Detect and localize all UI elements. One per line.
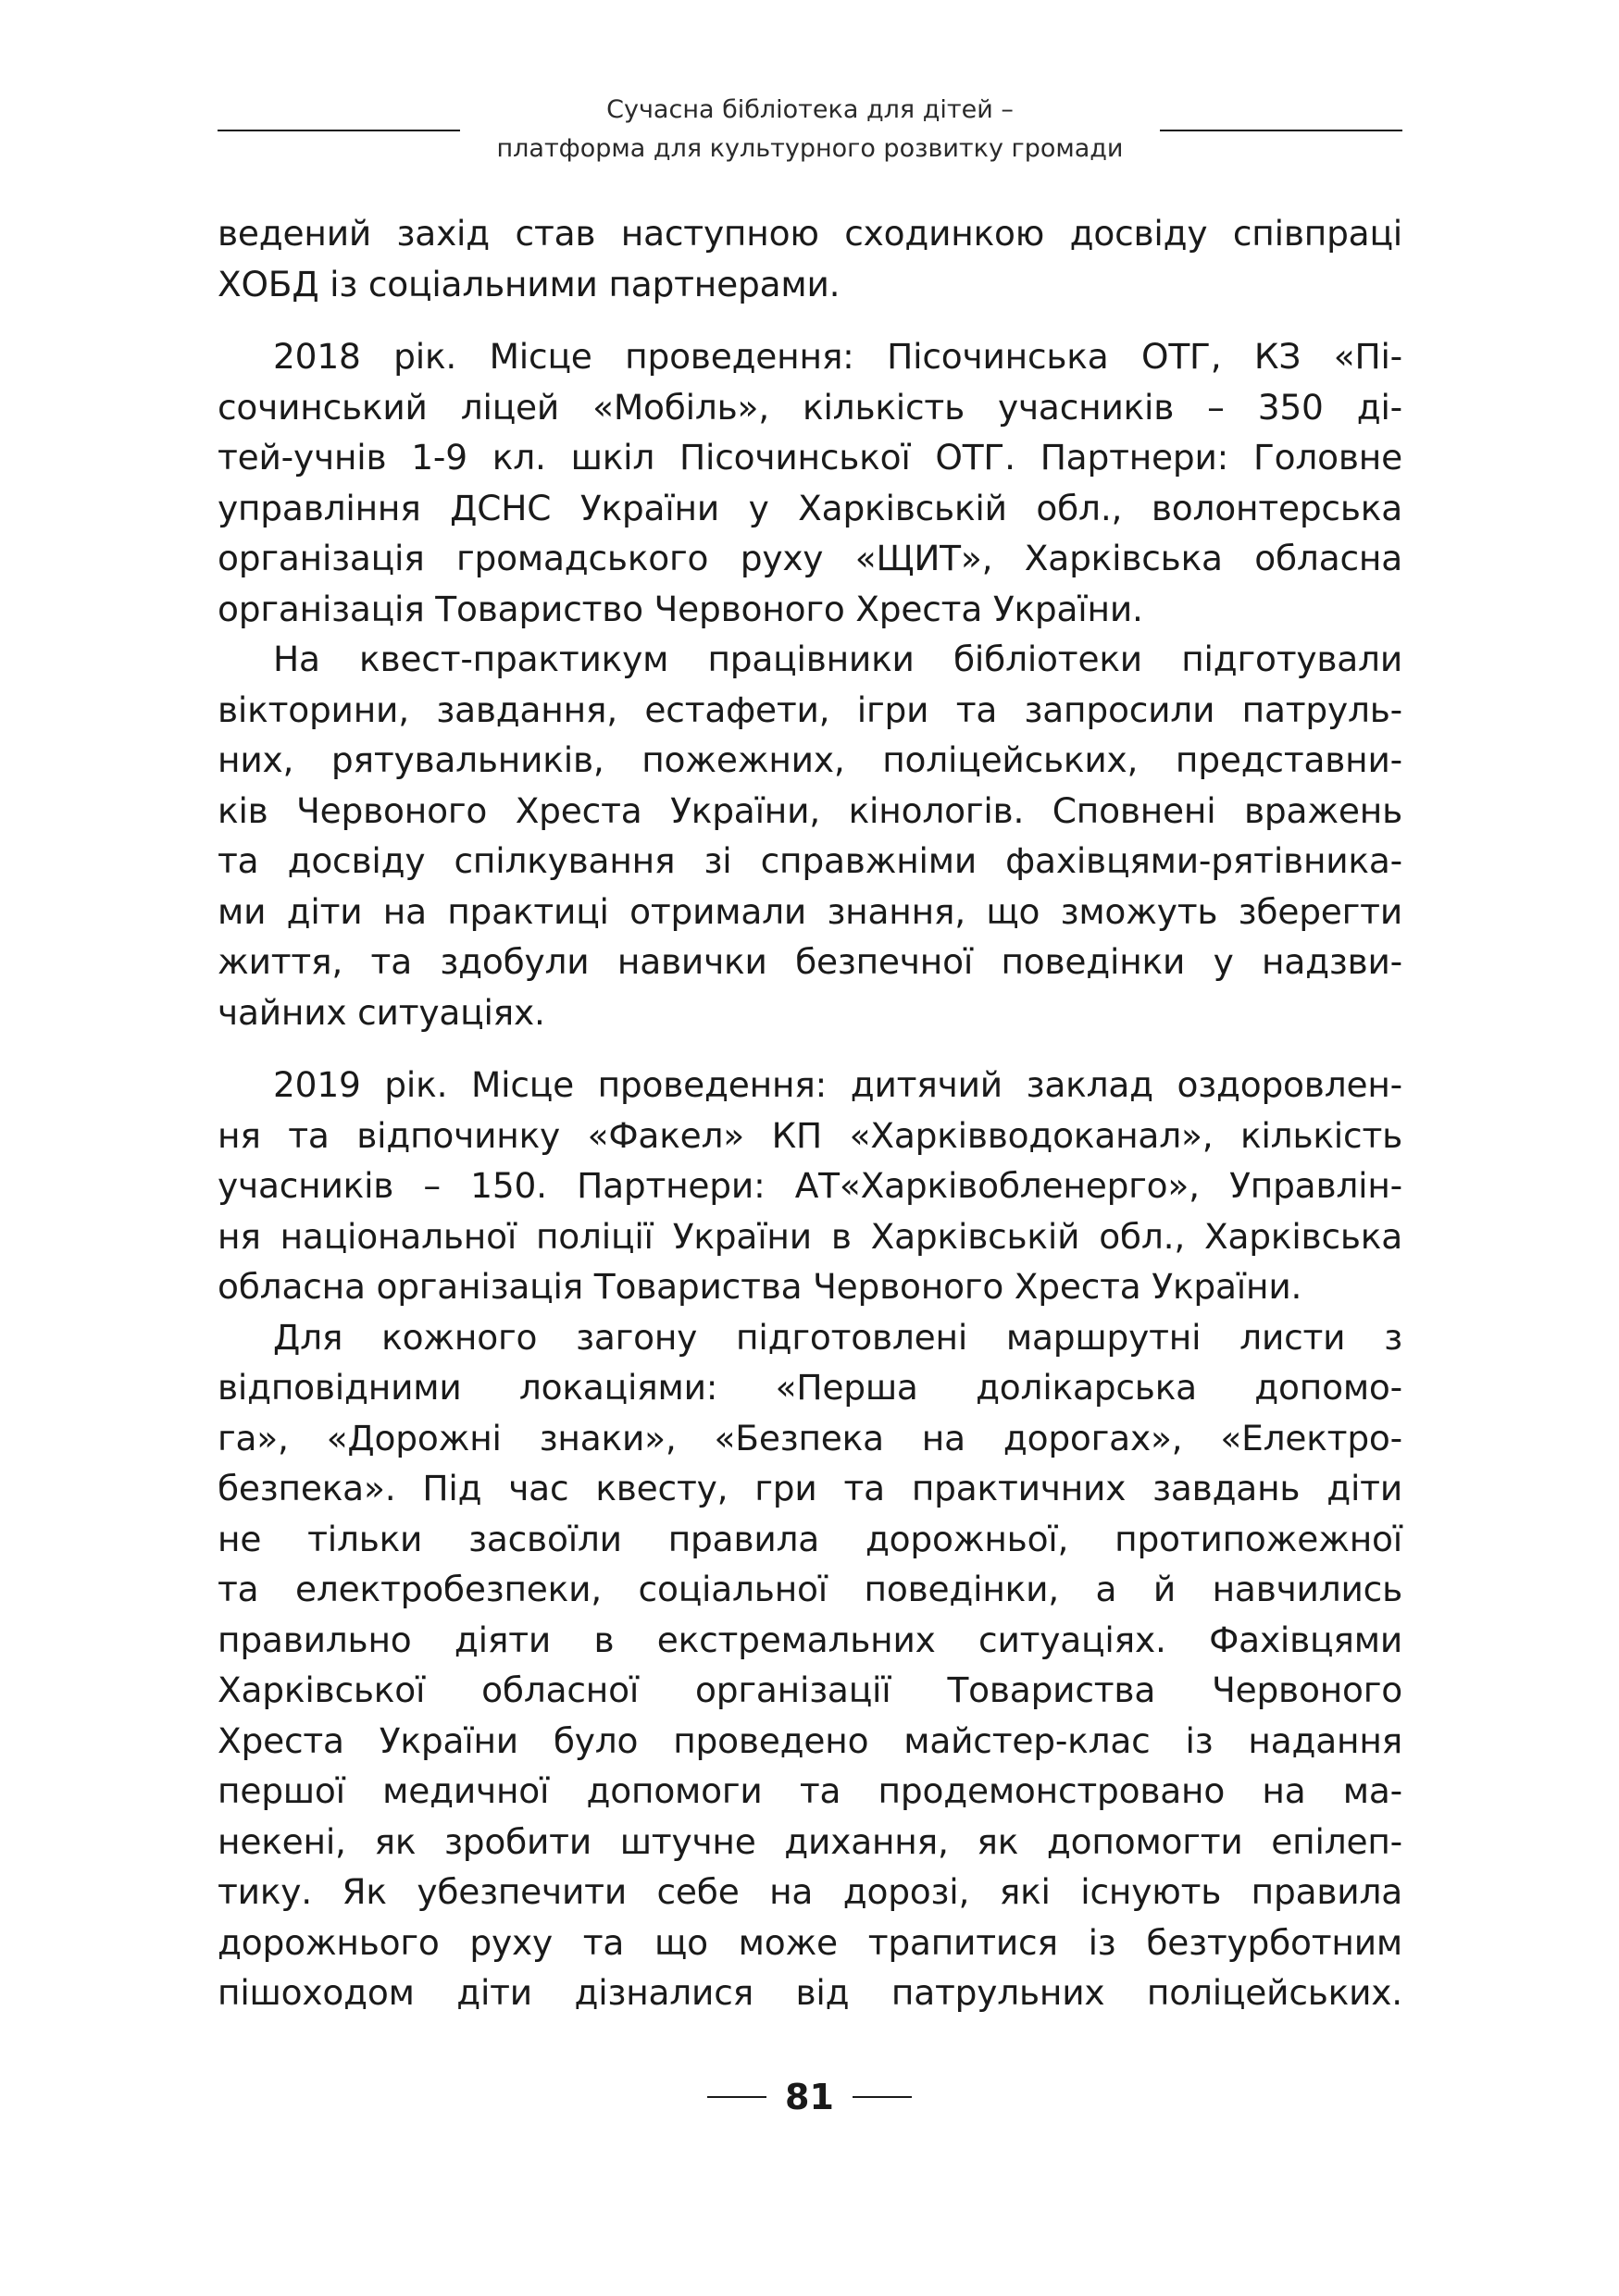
text-line: вікторини, завдання, естафети, ігри та запросили патруль- bbox=[218, 689, 1402, 730]
text-line: тику. Як убезпечити себе на дорозі, які існують правила bbox=[218, 1871, 1402, 1912]
paragraph-2 bbox=[218, 331, 1402, 634]
running-header bbox=[218, 91, 1402, 174]
text-line: ХОБД із соціальними партнерами. bbox=[218, 263, 841, 304]
text-line: Для кожного загону підготовлені маршрутні листи з bbox=[273, 1316, 1402, 1358]
body-text bbox=[218, 208, 1402, 2018]
text-line: життя, та здобули навички безпечної поведінки у надзви- bbox=[218, 941, 1402, 982]
text-line: га», «Дорожні знаки», «Безпека на дорогах», «Електро- bbox=[218, 1417, 1402, 1458]
text-line: некені, як зробити штучне дихання, як допомогти епілеп- bbox=[218, 1820, 1402, 1862]
text-line: правильно діяти в екстремальних ситуаціях. Фахівцями bbox=[218, 1619, 1402, 1660]
header-rule-left bbox=[218, 130, 460, 131]
text-line: ня та відпочинку «Факел» КП «Харківводоканал», кількість bbox=[218, 1114, 1402, 1156]
text-line: учасників – 150. Партнери: АТ«Харківобленерго», Управлін- bbox=[218, 1165, 1402, 1206]
text-line: Харківської обласної організації Товариства Червоного bbox=[218, 1669, 1402, 1710]
text-line: сочинський ліцей «Мобіль», кількість учасників – 350 ді- bbox=[218, 386, 1402, 428]
header-rule-right bbox=[1160, 130, 1402, 131]
text-line: та досвіду спілкування зі справжніми фахівцями-рятівника- bbox=[218, 840, 1402, 881]
text-line: управління ДСНС України у Харківській обл., волонтерська bbox=[218, 487, 1402, 528]
folio-rule-left bbox=[707, 2096, 766, 2098]
header-title bbox=[460, 91, 1160, 168]
text-line: чайних ситуаціях. bbox=[218, 991, 545, 1033]
text-line: них, рятувальників, пожежних, поліцейських, представни- bbox=[218, 739, 1402, 780]
page-number: 81 bbox=[785, 2077, 834, 2117]
text-line: ведений захід став наступною сходинкою досвіду співпраці bbox=[218, 213, 1402, 254]
text-line: організація Товариство Червоного Хреста України. bbox=[218, 588, 1143, 629]
paragraph-1 bbox=[218, 208, 1402, 309]
paragraph-4 bbox=[218, 1060, 1402, 1312]
header-title-line-2: платформа для культурного розвитку громади bbox=[496, 134, 1124, 163]
text-line: та електробезпеки, соціальної поведінки, а й навчились bbox=[218, 1569, 1402, 1609]
folio-rule-right bbox=[853, 2096, 912, 2098]
text-line: 2019 рік. Місце проведення: дитячий заклад оздоровлен- bbox=[273, 1064, 1402, 1105]
text-line: ків Червоного Хреста України, кінологів. Сповнені вражень bbox=[218, 789, 1402, 831]
text-line: обласна організація Товариства Червоного Хреста України. bbox=[218, 1266, 1302, 1307]
text-line: дорожнього руху та що може трапитися із безтурботним bbox=[218, 1921, 1402, 1963]
paragraph-5 bbox=[218, 1312, 1402, 2018]
paragraph-3 bbox=[218, 634, 1402, 1037]
text-line: На квест-практикум працівники бібліотеки підготували bbox=[273, 639, 1402, 679]
page-number-footer bbox=[0, 2071, 1619, 2123]
text-line: організація громадського руху «ЩИТ», Харківська обласна bbox=[218, 538, 1402, 578]
header-title-line-1: Сучасна бібліотека для дітей – bbox=[606, 95, 1014, 124]
text-line: безпека». Під час квесту, гри та практичних завдань діти bbox=[218, 1468, 1402, 1508]
text-line: 2018 рік. Місце проведення: Пісочинська ОТГ, КЗ «Пі- bbox=[273, 336, 1402, 377]
text-line: пішоходом діти дізналися від патрульних поліцейських. bbox=[218, 1972, 1402, 2013]
text-line: тей-учнів 1-9 кл. шкіл Пісочинської ОТГ. Партнери: Головне bbox=[218, 437, 1402, 478]
text-line: ня національної поліції України в Харківській обл., Харківська bbox=[218, 1215, 1402, 1257]
text-line: ми діти на практиці отримали знання, що зможуть зберегти bbox=[218, 890, 1402, 932]
text-line: першої медичної допомоги та продемонстровано на ма- bbox=[218, 1770, 1402, 1811]
text-line: не тільки засвоїли правила дорожньої, протипожежної bbox=[218, 1518, 1402, 1559]
text-line: Хреста України було проведено майстер-клас із надання bbox=[218, 1719, 1402, 1761]
text-line: відповідними локаціями: «Перша долікарська допомо- bbox=[218, 1367, 1402, 1408]
